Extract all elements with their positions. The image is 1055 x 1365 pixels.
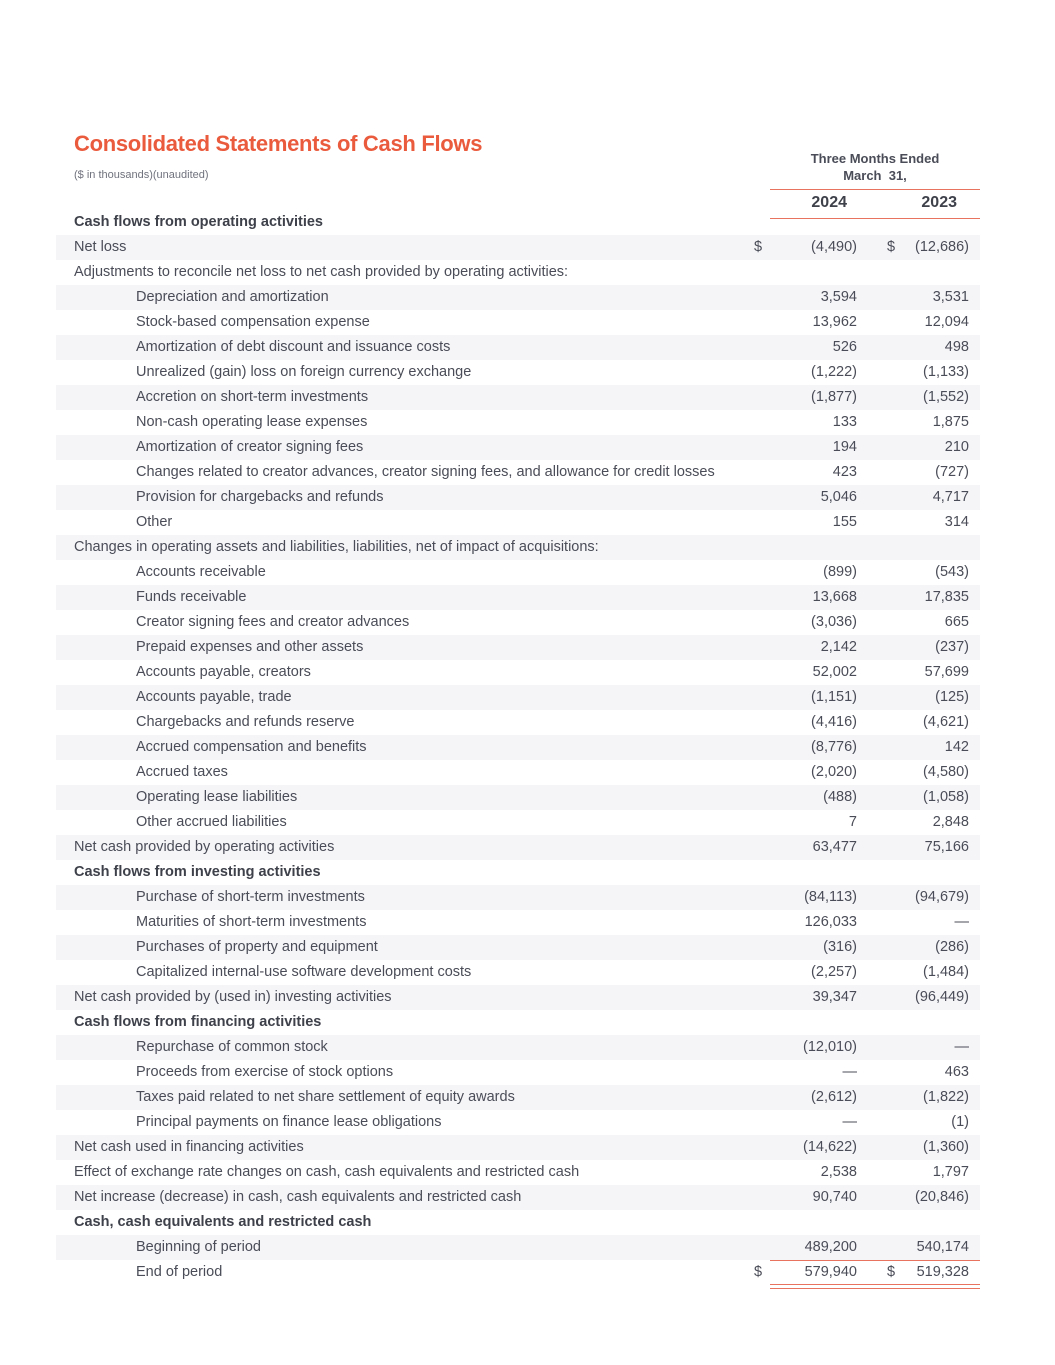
value-2023: 314	[944, 514, 969, 530]
row-label: Cash, cash equivalents and restricted cash	[74, 1214, 372, 1230]
value-2023: (727)	[935, 464, 969, 480]
value-2023: (1,822)	[923, 1089, 969, 1105]
value-2024: 579,940	[804, 1264, 857, 1280]
value-2024: (4,416)	[811, 714, 857, 730]
statement-title: Consolidated Statements of Cash Flows	[74, 131, 483, 156]
row-label: Creator signing fees and creator advances	[136, 614, 410, 630]
table-row	[56, 1235, 980, 1260]
row-label: Maturities of short-term investments	[136, 914, 367, 930]
table-row	[56, 1110, 980, 1135]
value-2023: 142	[944, 739, 969, 755]
table-row	[56, 635, 980, 660]
table-row	[56, 335, 980, 360]
table-row	[56, 585, 980, 610]
value-2024: (488)	[823, 789, 857, 805]
table-row	[56, 560, 980, 585]
table-row	[56, 460, 980, 485]
table-row	[56, 535, 980, 560]
value-2023: 12,094	[924, 314, 969, 330]
row-label: Cash flows from financing activities	[74, 1014, 322, 1030]
value-2024: (1,151)	[811, 689, 857, 705]
row-label: Amortization of debt discount and issuance costs	[136, 339, 451, 355]
value-2024: (14,622)	[802, 1139, 857, 1155]
value-2024: (2,612)	[811, 1089, 857, 1105]
section-header-row	[56, 210, 980, 235]
value-2024: (4,490)	[811, 239, 857, 255]
value-2024: 5,046	[820, 489, 857, 505]
row-label: Changes in operating assets and liabilities, liabilities, net of impact of acquisitions:	[74, 539, 599, 555]
value-2023: 665	[944, 614, 969, 630]
table-row	[56, 885, 980, 910]
currency-symbol-2023: $	[887, 1264, 896, 1280]
row-label: Other accrued liabilities	[136, 814, 287, 830]
row-label: Accrued taxes	[136, 764, 228, 780]
value-2024: 13,668	[812, 589, 857, 605]
value-2023: (1,133)	[923, 364, 969, 380]
value-2024: (2,257)	[811, 964, 857, 980]
table-row	[56, 485, 980, 510]
value-2023: 210	[944, 439, 969, 455]
value-2023: (1,552)	[923, 389, 969, 405]
statement-subtitle: ($ in thousands)(unaudited)	[74, 169, 209, 181]
row-label: Beginning of period	[136, 1239, 261, 1255]
value-2023: —	[954, 914, 969, 930]
row-label: Net loss	[74, 239, 127, 255]
value-2024: 13,962	[812, 314, 857, 330]
table-row	[56, 510, 980, 535]
value-2024: (8,776)	[811, 739, 857, 755]
table-row	[56, 760, 980, 785]
row-label: Provision for chargebacks and refunds	[136, 489, 384, 505]
value-2024: 2,538	[820, 1164, 857, 1180]
table-row	[56, 310, 980, 335]
table-row	[56, 985, 980, 1010]
value-2023: 498	[944, 339, 969, 355]
row-label: Accrued compensation and benefits	[136, 739, 367, 755]
row-label: Net cash used in financing activities	[74, 1139, 304, 1155]
value-2023: (20,846)	[914, 1189, 969, 1205]
value-2024: 3,594	[820, 289, 857, 305]
value-2023: —	[954, 1039, 969, 1055]
row-label: Other	[136, 514, 173, 530]
value-2023: 463	[944, 1064, 969, 1080]
row-label: Accounts payable, trade	[136, 689, 292, 705]
table-row	[56, 1135, 980, 1160]
year-2024-header: 2024	[811, 194, 847, 211]
value-2023: (4,580)	[923, 764, 969, 780]
row-label: End of period	[136, 1264, 223, 1280]
row-label: Capitalized internal-use software development costs	[136, 964, 472, 980]
row-label: Prepaid expenses and other assets	[136, 639, 364, 655]
value-2024: (899)	[823, 564, 857, 580]
table-row	[56, 960, 980, 985]
table-row	[56, 1060, 980, 1085]
row-label: Chargebacks and refunds reserve	[136, 714, 355, 730]
value-2024: (12,010)	[802, 1039, 857, 1055]
value-2023: (96,449)	[914, 989, 969, 1005]
value-2023: 75,166	[924, 839, 969, 855]
row-label: Funds receivable	[136, 589, 247, 605]
table-row	[56, 235, 980, 260]
value-2024: 63,477	[812, 839, 857, 855]
table-row	[56, 1185, 980, 1210]
value-2023: (237)	[935, 639, 969, 655]
table-row	[56, 810, 980, 835]
row-label: Unrealized (gain) loss on foreign currency exchange	[136, 364, 472, 380]
value-2023: 57,699	[924, 664, 969, 680]
row-label: Stock-based compensation expense	[136, 314, 370, 330]
value-2024: (2,020)	[811, 764, 857, 780]
currency-symbol-2023: $	[887, 239, 896, 255]
row-label: Principal payments on finance lease obligations	[136, 1114, 442, 1130]
value-2024: (84,113)	[804, 889, 857, 905]
value-2023: (125)	[935, 689, 969, 705]
row-label: Net cash provided by (used in) investing activities	[74, 989, 392, 1005]
row-label: Amortization of creator signing fees	[136, 439, 364, 455]
value-2023: (1,058)	[923, 789, 969, 805]
value-2023: 4,717	[932, 489, 969, 505]
row-label: Effect of exchange rate changes on cash, cash equivalents and restricted cash	[74, 1164, 580, 1180]
row-label: Net increase (decrease) in cash, cash equivalents and restricted cash	[74, 1189, 522, 1205]
section-header-row	[56, 1010, 980, 1035]
value-2023: (1,484)	[923, 964, 969, 980]
period-header-rule	[770, 189, 980, 190]
value-2024: 126,033	[804, 914, 857, 930]
value-2024: (1,222)	[811, 364, 857, 380]
total-double-rule	[770, 1284, 980, 1289]
row-label: Cash flows from operating activities	[74, 214, 323, 230]
table-row	[56, 835, 980, 860]
value-2024: (3,036)	[811, 614, 857, 630]
row-label: Net cash provided by operating activities	[74, 839, 335, 855]
value-2024: 90,740	[812, 1189, 857, 1205]
year-2023-header: 2023	[921, 194, 957, 211]
table-row	[56, 285, 980, 310]
row-label: Accounts receivable	[136, 564, 266, 580]
value-2023: 17,835	[924, 589, 969, 605]
value-2023: (94,679)	[914, 889, 969, 905]
period-header-line2: March 31,	[843, 168, 907, 183]
value-2024: (1,877)	[811, 389, 857, 405]
table-row	[56, 360, 980, 385]
table-row	[56, 1085, 980, 1110]
row-label: Purchase of short-term investments	[136, 889, 365, 905]
row-label: Accounts payable, creators	[136, 664, 311, 680]
table-row	[56, 435, 980, 460]
table-row	[56, 410, 980, 435]
table-row	[56, 1160, 980, 1185]
table-row	[56, 735, 980, 760]
period-header	[770, 150, 980, 184]
row-label: Repurchase of common stock	[136, 1039, 328, 1055]
row-label: Purchases of property and equipment	[136, 939, 378, 955]
value-2024: 52,002	[812, 664, 857, 680]
value-2023: (4,621)	[923, 714, 969, 730]
table-row	[56, 1035, 980, 1060]
value-2024: 489,200	[804, 1239, 857, 1255]
row-label: Adjustments to reconcile net loss to net cash provided by operating activities:	[74, 264, 569, 280]
value-2024: 7	[848, 814, 857, 830]
period-header-line1: Three Months Ended	[810, 151, 940, 166]
value-2023: 3,531	[932, 289, 969, 305]
table-row	[56, 710, 980, 735]
table-row	[56, 260, 980, 285]
value-2023: 1,797	[932, 1164, 969, 1180]
row-label: Accretion on short-term investments	[136, 389, 369, 405]
table-row	[56, 610, 980, 635]
value-2024: 526	[832, 339, 857, 355]
cash-flow-table	[56, 210, 980, 1285]
currency-symbol-2024: $	[754, 239, 763, 255]
row-label: Changes related to creator advances, creator signing fees, and allowance for credit losses	[136, 464, 715, 480]
value-2023: 519,328	[916, 1264, 969, 1280]
section-header-row	[56, 1210, 980, 1235]
table-row	[56, 910, 980, 935]
row-label: Depreciation and amortization	[136, 289, 329, 305]
row-label: Operating lease liabilities	[136, 789, 298, 805]
table-row	[56, 935, 980, 960]
value-2023: 540,174	[916, 1239, 969, 1255]
value-2024: —	[842, 1114, 857, 1130]
value-2023: (543)	[935, 564, 969, 580]
section-header-row	[56, 860, 980, 885]
value-2023: (12,686)	[914, 239, 969, 255]
table-row	[56, 660, 980, 685]
table-row	[56, 785, 980, 810]
value-2023: 2,848	[932, 814, 969, 830]
value-2024: 423	[832, 464, 857, 480]
table-row	[56, 1260, 980, 1285]
value-2024: —	[842, 1064, 857, 1080]
table-row	[56, 385, 980, 410]
value-2023: (286)	[935, 939, 969, 955]
value-2023: (1,360)	[923, 1139, 969, 1155]
currency-symbol-2024: $	[754, 1264, 763, 1280]
row-label: Proceeds from exercise of stock options	[136, 1064, 394, 1080]
value-2023: (1)	[951, 1114, 969, 1130]
row-label: Non-cash operating lease expenses	[136, 414, 368, 430]
value-2024: 194	[832, 439, 857, 455]
row-label: Cash flows from investing activities	[74, 864, 321, 880]
row-label: Taxes paid related to net share settlement of equity awards	[136, 1089, 515, 1105]
value-2024: 155	[832, 514, 857, 530]
table-row	[56, 685, 980, 710]
value-2023: 1,875	[932, 414, 969, 430]
value-2024: 133	[832, 414, 857, 430]
value-2024: 2,142	[820, 639, 857, 655]
value-2024: 39,347	[812, 989, 857, 1005]
value-2024: (316)	[823, 939, 857, 955]
